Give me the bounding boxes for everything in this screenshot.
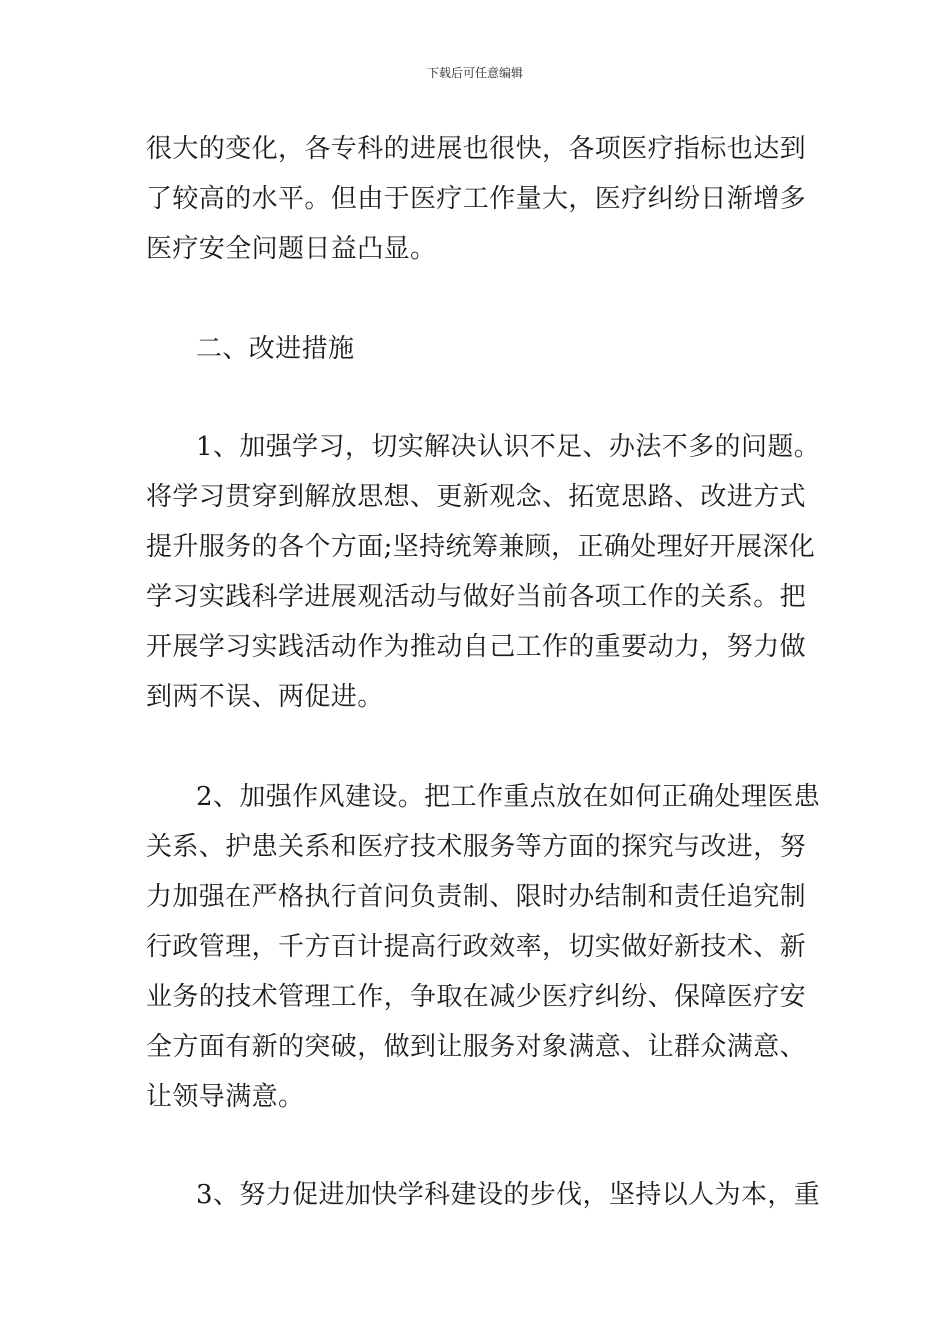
paragraph-line: 学习实践科学进展观活动与做好当前各项工作的关系。把	[146, 582, 807, 612]
paragraph-line: 3、努力促进加快学科建设的步伐，坚持以人为本，重	[196, 1180, 821, 1210]
paragraph-line: 力加强在严格执行首问负责制、限时办结制和责任追究制	[146, 882, 807, 912]
paragraph-line: 提升服务的各个方面;坚持统筹兼顾，正确处理好开展深化	[146, 532, 816, 562]
paragraph-line: 1、加强学习，切实解决认识不足、办法不多的问题。	[196, 432, 821, 462]
paragraph-line: 行政管理，千方百计提高行政效率，切实做好新技术、新	[146, 932, 807, 962]
paragraph-line: 开展学习实践活动作为推动自己工作的重要动力，努力做	[146, 632, 807, 662]
paragraph-line: 让领导满意。	[146, 1082, 305, 1112]
paragraph-line: 将学习贯穿到解放思想、更新观念、拓宽思路、改进方式	[146, 482, 807, 512]
paragraph-line: 全方面有新的突破，做到让服务对象满意、让群众满意、	[146, 1032, 807, 1062]
page-header: 下载后可任意编辑	[426, 66, 523, 80]
paragraph-line: 关系、护患关系和医疗技术服务等方面的探究与改进，努	[146, 832, 807, 862]
paragraph-line: 业务的技术管理工作，争取在减少医疗纠纷、保障医疗安	[146, 982, 807, 1012]
paragraph-line: 医疗安全问题日益凸显。	[146, 234, 437, 264]
paragraph-line: 2、加强作风建设。把工作重点放在如何正确处理医患	[196, 782, 821, 812]
paragraph-line: 到两不误、两促进。	[146, 682, 384, 712]
paragraph-line: 很大的变化，各专科的进展也很快，各项医疗指标也达到	[146, 134, 807, 164]
section-heading: 二、改进措施	[196, 334, 355, 364]
paragraph-line: 了较高的水平。但由于医疗工作量大，医疗纠纷日渐增多	[146, 184, 807, 214]
